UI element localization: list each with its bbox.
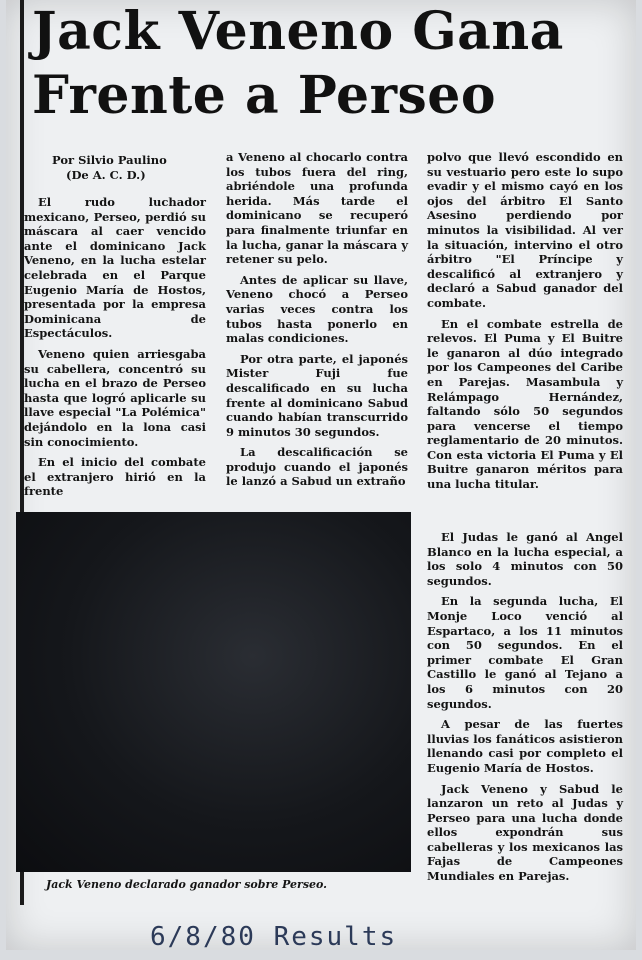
article-column-1 [24,195,206,505]
byline [52,153,167,183]
handwritten-note: 6/8/80 Results [150,922,398,952]
paragraph: El Judas le ganó al Angel Blanco en la lucha especial, a los solo 4 minutos con 50 segundos. [427,530,623,588]
paragraph: En el combate estrella de relevos. El Puma y El Buitre le ganaron al dúo integrado por los Campeones del Caribe en Parejas. Masambula y Relámpago Hernández, faltando sólo 50 segundos para vencerse el tiempo reglamentario de 20 minutos. Con esta victoria El Puma y El Buitre ganaron méritos para una lucha titular. [427,316,623,492]
paragraph: polvo que llevó escondido en su vestuario pero este lo supo evadir y el mismo cayó en los ojos del árbitro El Santo Asesino perdiendo por minutos la visibilidad. Al ver la situación, intervino el otro árbitro "El Príncipe y descalificó al extranjero y declaró a Sabud ganador del combate. [427,150,623,310]
paragraph: Antes de aplicar su llave, Veneno chocó a Perseo varias veces contra los tubos hasta ponerlo en malas condiciones. [226,272,408,346]
article-column-3-continued [427,530,623,890]
paragraph: En el inicio del combate el extranjero hirió en la frente [24,455,206,499]
wrestler-photo [16,512,411,872]
paragraph: El rudo luchador mexicano, Perseo, perdió su máscara al caer vencido ante el dominicano Jack Veneno, en la lucha estelar celebrada en el Parque Eugenio María de Hostos, presentada por la empresa Dominicana de Espectáculos. [24,195,206,341]
paragraph: La descalificación se produjo cuando el japonés le lanzó a Sabud un extraño [226,445,408,489]
byline-source: (De A. C. D.) [66,168,146,182]
article-column-3 [427,150,623,498]
article-column-2 [226,150,408,495]
paragraph: Veneno quien arriesgaba su cabellera, concentró su lucha en el brazo de Perseo hasta que logró aplicarle su llave especial "La Polémica" dejándolo en la lona casi sin conocimiento. [24,346,206,449]
byline-author: Por Silvio Paulino [52,153,167,167]
headline-line-1: Jack Veneno Gana [32,1,564,62]
paragraph: A pesar de las fuertes lluvias los fanáticos asistieron llenando casi por completo el Eugenio María de Hostos. [427,717,623,775]
paragraph: Por otra parte, el japonés Mister Fuji fue descalificado en su lucha frente al dominicano Sabud cuando habían transcurrido 9 minutos 30 segundos. [226,351,408,439]
paragraph: a Veneno al chocarlo contra los tubos fuera del ring, abriéndole una profunda herida. Más tarde el dominicano se recuperó para finalmente triunfar en la lucha, ganar la máscara y retener su pelo. [226,150,408,267]
newspaper-clipping [6,0,636,950]
photo-caption: Jack Veneno declarado ganador sobre Perseo. [46,878,328,891]
headline [32,0,632,128]
paragraph: Jack Veneno y Sabud le lanzaron un reto al Judas y Perseo para una lucha donde ellos expondrán sus cabelleras y los mexicanos las Fajas de Campeones Mundiales en Parejas. [427,781,623,884]
headline-line-2: Frente a Perseo [32,65,497,126]
paragraph: En la segunda lucha, El Monje Loco venció al Espartaco, a los 11 minutos con 50 segundos. En el primer combate El Gran Castillo le ganó al Tejano a los 6 minutos con 20 segundos. [427,594,623,711]
